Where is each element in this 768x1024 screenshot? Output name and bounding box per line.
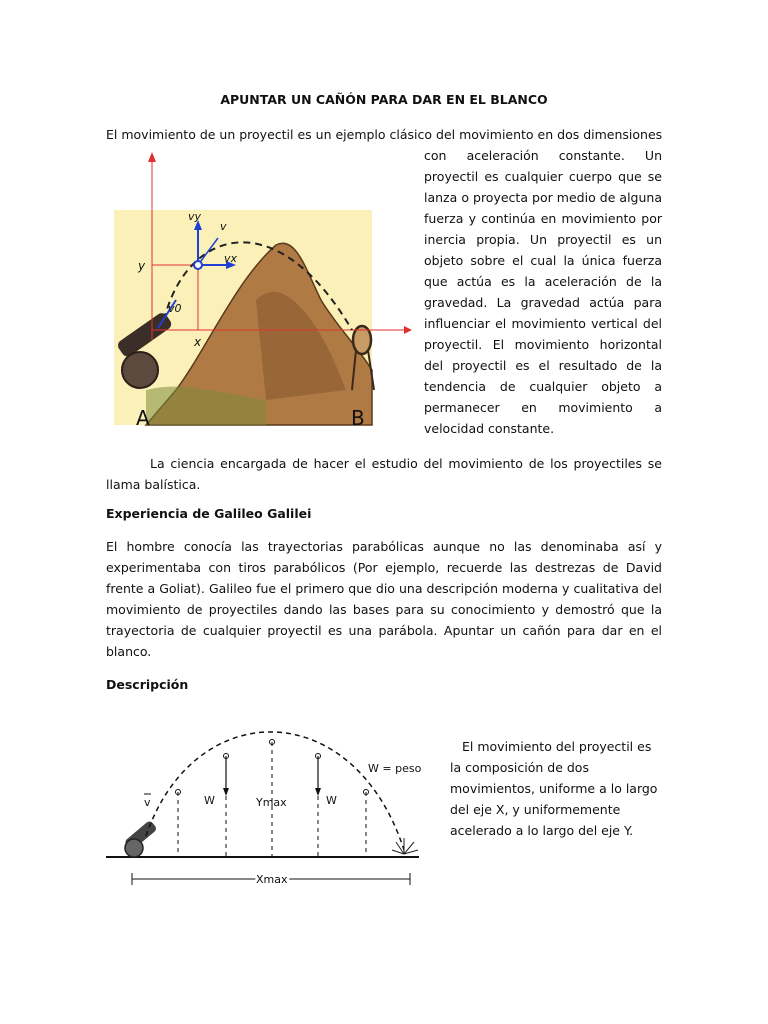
label-v: v [144,796,151,809]
projectile-icon [194,261,202,269]
label-w1: W [204,794,215,807]
label-b: B [351,406,365,430]
description-heading: Descripción [106,677,189,692]
intro-first-line: El movimiento de un proyectil es un ejemplo clásico del movimiento en dos dimensiones [106,127,663,142]
weight-arrow-head [315,788,321,796]
description-paragraph: El movimiento del proyectil es la composición de dos movimientos, uniforme a lo largo del eje X, y uniformemente acelerado a lo largo del eje Y. [450,739,658,838]
ballistics-paragraph: La ciencia encargada de hacer el estudio del movimiento de los proyectiles se llama balística. [106,456,662,492]
label-x: x [194,335,202,349]
label-vy: vy [188,210,202,223]
intro-paragraph: con aceleración constante. Un proyectil es cualquier cuerpo que se lanza o proyecta por medio de alguna fuerza y continúa en movimiento por inercia propia. Un proyectil es un objeto sobre el cual la única fuerza que actúa es la aceleración de la gravedad. La gravedad actúa para influenciar el movimiento vertical del proyectil. El movimiento horizontal del proyectil es el resultado de la tendencia de cualquier objeto a permanecer en movimiento a velocidad constante. [424,148,662,436]
impact-burst-icon [392,838,418,854]
label-v0: v0 [168,302,182,315]
cannon-wheel-icon [125,839,143,857]
galileo-heading: Experiencia de Galileo Galilei [106,506,312,521]
galileo-paragraph: El hombre conocía las trayectorias parabólicas aunque no las denominaba así y experimentaba con tiros parabólicos (Por ejemplo, recuerde las destrezas de David frente a Goliat). Galileo fue el primero que dio una descripción moderna y cualitativa del movimiento de proyectiles dando las bases para su conocimiento y demostró que la trayectoria de cualquier proyectil es una parábola. Apuntar un cañón para dar en el blanco. [106,539,662,659]
cannon-wheel-icon [122,352,158,388]
parabola-diagram [104,730,444,890]
label-vx: vx [224,252,238,265]
cannon-hill-figure [106,150,414,432]
label-w2: W [326,794,337,807]
horizontal-axis-arrow [404,326,412,334]
label-y: y [138,259,146,273]
page-title: APUNTAR UN CAÑÓN PARA DAR EN EL BLANCO [220,92,548,107]
label-v: v [220,220,227,233]
label-weight-legend: W = peso [368,762,422,775]
label-ymax: Ymax [256,796,287,809]
weight-arrow-head [223,788,229,796]
label-a: A [136,406,150,430]
label-xmax: Xmax [256,873,288,886]
vertical-axis-arrow [148,152,156,162]
